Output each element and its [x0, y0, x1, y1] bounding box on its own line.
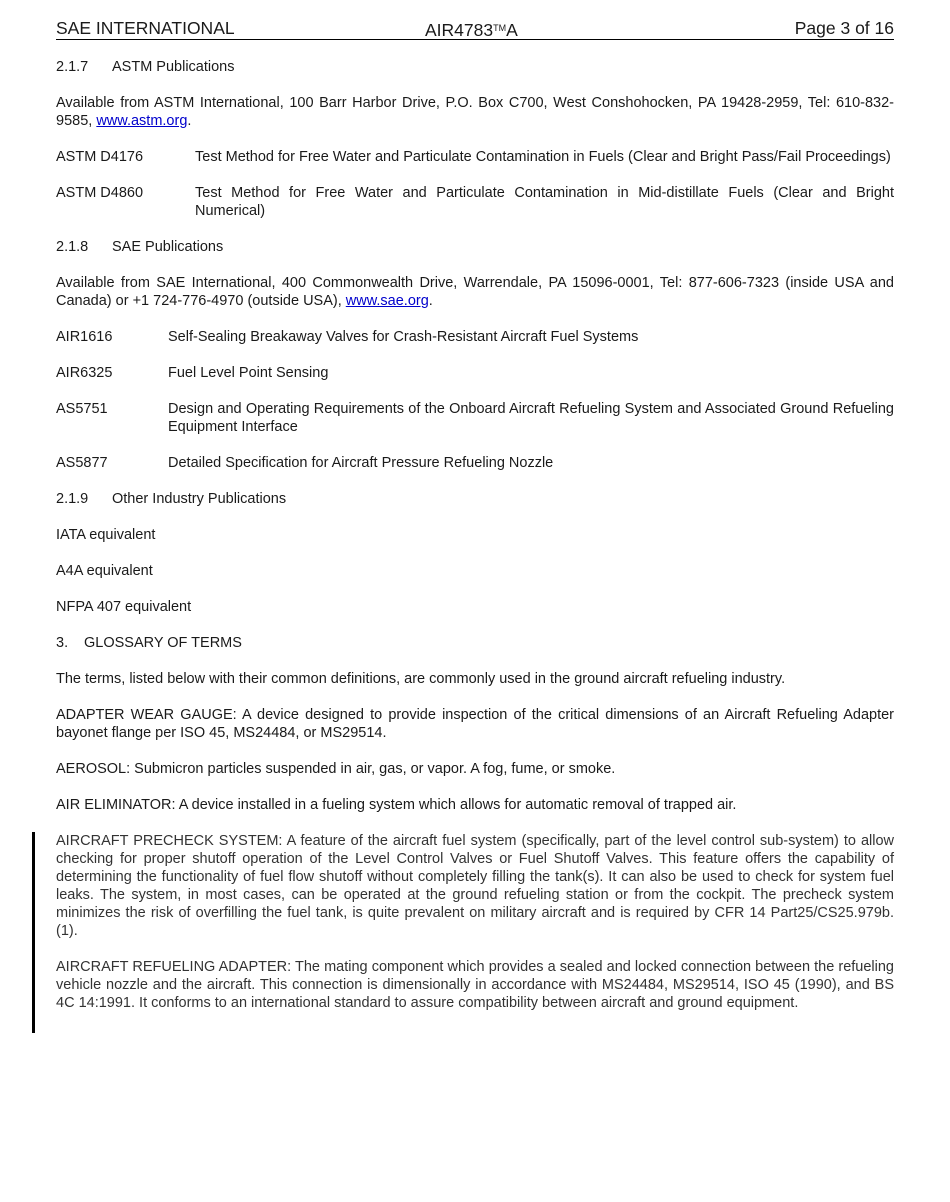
- ref-air1616: [56, 328, 894, 346]
- section-number: 2.1.7: [56, 59, 89, 75]
- astm-link[interactable]: www.astm.org: [96, 113, 188, 129]
- ref-code: AIR1616: [56, 329, 113, 345]
- doc-revision: A: [506, 20, 518, 40]
- term-aerosol: AEROSOL: Submicron particles suspended in air, gas, or vapor. A fog, fume, or smoke.: [56, 761, 616, 777]
- document-body: [56, 58, 894, 1030]
- term-aircraft-precheck-system: AIRCRAFT PRECHECK SYSTEM: A feature of the aircraft fuel system (specifically, part of the level control sub-system) to allow checking for proper shutoff operation of the Level Control Valves or Fuel Shutoff Valves. This feature offers the capability of determining the functionality of fuel flow shutoff without completely filling the tank(s). It can also be used to check for system fuel leaks. The system, in most cases, can be operated at the ground refueling station or from the cockpit. The precheck system minimizes the risk of overfilling the fuel tank, is quite prevalent on military aircraft and is required by CFR 14 Part25/CS25.979b.(1).: [56, 833, 894, 939]
- section-number: 2.1.8: [56, 239, 89, 255]
- ref-astm-d4176: [56, 148, 894, 166]
- term-adapter-wear-gauge: ADAPTER WEAR GAUGE: A device designed to provide inspection of the critical dimensions of an Aircraft Refueling Adapter bayonet flange per ISO 45, MS24484, or MS29514.: [56, 707, 894, 741]
- ref-description: Detailed Specification for Aircraft Pressure Refueling Nozzle: [168, 455, 554, 471]
- ref-description: Test Method for Free Water and Particulate Contamination in Mid-distillate Fuels (Clear and Bright Numerical): [195, 185, 894, 219]
- glossary-intro: The terms, listed below with their common definitions, are commonly used in the ground aircraft refueling industry.: [56, 671, 786, 687]
- header-doc-id: [425, 17, 518, 41]
- ref-astm-d4860: [56, 184, 894, 220]
- term-aircraft-refueling-adapter: AIRCRAFT REFUELING ADAPTER: The mating component which provides a sealed and locked connection between the refueling vehicle nozzle and the aircraft. This connection is dimensionally in accordance with MS24484, MS29514, ISO 45 (1990), and BS 4C 14:1991. It conforms to an international standard to assure compatibility between aircraft and ground equipment.: [56, 959, 894, 1011]
- astm-availability-text: Available from ASTM International, 100 Barr Harbor Drive, P.O. Box C700, West Conshohocken, PA 19428-2959, Tel: 610-832-9585,: [56, 95, 894, 129]
- ref-description: Design and Operating Requirements of the Onboard Aircraft Refueling System and Associated Ground Refueling Equipment Interface: [168, 401, 894, 435]
- trademark: TM: [493, 23, 507, 33]
- ref-description: Test Method for Free Water and Particulate Contamination in Fuels (Clear and Bright Pass/Fail Proceedings): [195, 149, 891, 165]
- section-2-1-7: [56, 58, 894, 76]
- ref-air6325: [56, 364, 894, 382]
- header-page-number: Page 3 of 16: [794, 18, 894, 38]
- section-2-1-9: [56, 490, 894, 508]
- other-pub-a4a: A4A equivalent: [56, 563, 153, 579]
- ref-code: ASTM D4176: [56, 149, 144, 165]
- term-air-eliminator: AIR ELIMINATOR: A device installed in a fueling system which allows for automatic removal of trapped air.: [56, 797, 737, 813]
- sae-availability: [56, 274, 894, 310]
- sae-availability-end: .: [428, 293, 433, 309]
- section-3: [56, 634, 894, 652]
- astm-availability-end: .: [187, 113, 192, 129]
- change-bar: [32, 832, 35, 1033]
- section-2-1-8: [56, 238, 894, 256]
- section-title: SAE Publications: [112, 239, 224, 255]
- doc-number: AIR4783: [425, 20, 494, 40]
- sae-availability-text: Available from SAE International, 400 Commonwealth Drive, Warrendale, PA 15096-0001, Tel: 877-606-7323 (inside USA and Canada) or +1 724-776-4970 (outside USA),: [56, 275, 894, 309]
- revised-section: [56, 832, 894, 1012]
- ref-code: AIR6325: [56, 365, 113, 381]
- other-pub-nfpa: NFPA 407 equivalent: [56, 599, 192, 615]
- header-org: SAE INTERNATIONAL: [56, 18, 235, 38]
- ref-code: AS5877: [56, 455, 108, 471]
- sae-link[interactable]: www.sae.org: [345, 293, 429, 309]
- ref-code: AS5751: [56, 401, 108, 417]
- section-title: ASTM Publications: [112, 59, 235, 75]
- section-title: GLOSSARY OF TERMS: [84, 635, 242, 651]
- section-number: 2.1.9: [56, 491, 89, 507]
- astm-availability: [56, 94, 894, 130]
- ref-as5751: [56, 400, 894, 436]
- page-header: [56, 17, 894, 40]
- ref-as5877: [56, 454, 894, 472]
- other-pub-iata: IATA equivalent: [56, 527, 156, 543]
- ref-description: Fuel Level Point Sensing: [168, 365, 329, 381]
- ref-description: Self-Sealing Breakaway Valves for Crash-Resistant Aircraft Fuel Systems: [168, 329, 639, 345]
- ref-code: ASTM D4860: [56, 185, 144, 201]
- section-number: 3.: [56, 635, 69, 651]
- section-title: Other Industry Publications: [112, 491, 287, 507]
